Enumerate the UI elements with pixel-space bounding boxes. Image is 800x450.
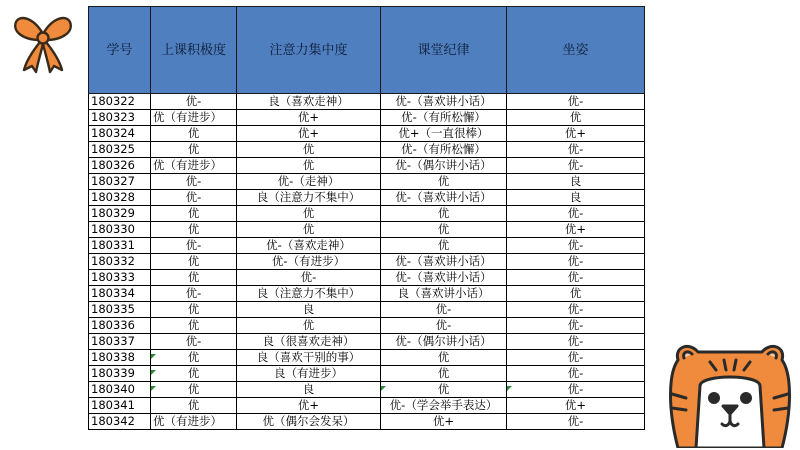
attention-cell[interactable]: 优（偶尔会发呆） <box>237 414 381 430</box>
table-row <box>89 334 645 350</box>
student-id-cell[interactable]: 180330 <box>89 222 151 238</box>
attention-cell[interactable]: 优- <box>237 270 381 286</box>
student-id-cell[interactable]: 180334 <box>89 286 151 302</box>
participation-cell[interactable]: 优（有进步） <box>151 158 237 174</box>
student-id-cell[interactable]: 180325 <box>89 142 151 158</box>
table-row <box>89 222 645 238</box>
participation-cell[interactable]: 优- <box>151 174 237 190</box>
participation-cell[interactable]: 优 <box>151 318 237 334</box>
posture-cell[interactable]: 优+ <box>507 126 645 142</box>
participation-cell[interactable]: 优- <box>151 334 237 350</box>
attention-cell[interactable]: 优-（走神） <box>237 174 381 190</box>
student-id-cell[interactable]: 180342 <box>89 414 151 430</box>
attention-cell[interactable]: 优+ <box>237 126 381 142</box>
participation-cell[interactable]: 优 <box>151 350 237 366</box>
table-row <box>89 254 645 270</box>
header-row <box>89 7 645 94</box>
table-row <box>89 158 645 174</box>
attention-cell[interactable]: 良（注意力不集中） <box>237 286 381 302</box>
discipline-cell[interactable]: 优 <box>381 350 507 366</box>
discipline-cell[interactable]: 优 <box>381 366 507 382</box>
participation-cell[interactable]: 优 <box>151 254 237 270</box>
table-row <box>89 382 645 398</box>
table-row <box>89 238 645 254</box>
discipline-cell[interactable]: 优-（喜欢讲小话） <box>381 254 507 270</box>
table-row <box>89 318 645 334</box>
student-id-cell[interactable]: 180339 <box>89 366 151 382</box>
table-row <box>89 350 645 366</box>
posture-cell[interactable]: 优- <box>507 366 645 382</box>
table-row <box>89 110 645 126</box>
discipline-cell[interactable]: 优 <box>381 382 507 398</box>
student-id-cell[interactable]: 180337 <box>89 334 151 350</box>
student-id-cell[interactable]: 180341 <box>89 398 151 414</box>
posture-cell[interactable]: 良 <box>507 190 645 206</box>
attention-cell[interactable]: 良 <box>237 382 381 398</box>
posture-cell[interactable]: 优- <box>507 254 645 270</box>
table-row <box>89 286 645 302</box>
discipline-cell[interactable]: 优 <box>381 238 507 254</box>
discipline-cell[interactable]: 优 <box>381 174 507 190</box>
discipline-cell[interactable]: 优-（有所松懈） <box>381 110 507 126</box>
participation-cell[interactable]: 优 <box>151 382 237 398</box>
table-row <box>89 126 645 142</box>
discipline-cell[interactable]: 良（喜欢讲小话） <box>381 286 507 302</box>
participation-cell[interactable]: 优- <box>151 286 237 302</box>
participation-cell[interactable]: 优- <box>151 190 237 206</box>
participation-cell[interactable]: 优 <box>151 126 237 142</box>
discipline-cell[interactable]: 优-（喜欢讲小话） <box>381 190 507 206</box>
grades-table <box>88 6 645 430</box>
attention-cell[interactable]: 优+ <box>237 110 381 126</box>
attention-cell[interactable]: 优-（喜欢走神） <box>237 238 381 254</box>
posture-cell[interactable]: 优- <box>507 94 645 110</box>
posture-cell[interactable]: 优- <box>507 350 645 366</box>
attention-cell[interactable]: 优-（有进步） <box>237 254 381 270</box>
discipline-cell[interactable]: 优-（喜欢讲小话） <box>381 270 507 286</box>
table-row <box>89 414 645 430</box>
participation-cell[interactable]: 优（有进步） <box>151 414 237 430</box>
posture-cell[interactable]: 良 <box>507 174 645 190</box>
student-id-cell[interactable]: 180335 <box>89 302 151 318</box>
table-row <box>89 366 645 382</box>
header-posture[interactable]: 坐姿 <box>507 7 645 94</box>
posture-cell[interactable]: 优- <box>507 318 645 334</box>
posture-cell[interactable]: 优 <box>507 110 645 126</box>
table-body <box>89 94 645 430</box>
table-row <box>89 206 645 222</box>
table-row <box>89 174 645 190</box>
posture-cell[interactable]: 优- <box>507 414 645 430</box>
student-id-cell[interactable]: 180327 <box>89 174 151 190</box>
discipline-cell[interactable]: 优-（学会举手表达） <box>381 398 507 414</box>
posture-cell[interactable]: 优- <box>507 302 645 318</box>
student-id-cell[interactable]: 180333 <box>89 270 151 286</box>
student-id-cell[interactable]: 180340 <box>89 382 151 398</box>
attention-cell[interactable]: 良 <box>237 302 381 318</box>
student-id-cell[interactable]: 180336 <box>89 318 151 334</box>
participation-cell[interactable]: 优- <box>151 94 237 110</box>
discipline-cell[interactable]: 优 <box>381 206 507 222</box>
discipline-cell[interactable]: 优-（喜欢讲小话） <box>381 94 507 110</box>
cell-marker-icon <box>381 386 386 391</box>
discipline-cell[interactable]: 优+（一直很棒） <box>381 126 507 142</box>
posture-cell[interactable]: 优- <box>507 158 645 174</box>
participation-cell[interactable]: 优 <box>151 366 237 382</box>
cell-marker-icon <box>151 354 156 359</box>
attention-cell[interactable]: 优 <box>237 142 381 158</box>
discipline-cell[interactable]: 优-（有所松懈） <box>381 142 507 158</box>
student-id-cell[interactable]: 180324 <box>89 126 151 142</box>
table-row <box>89 398 645 414</box>
table-row <box>89 270 645 286</box>
participation-cell[interactable]: 优 <box>151 222 237 238</box>
header-participation[interactable]: 上课积极度 <box>151 7 237 94</box>
student-id-cell[interactable]: 180323 <box>89 110 151 126</box>
discipline-cell[interactable]: 优-（偶尔讲小话） <box>381 334 507 350</box>
attention-cell[interactable]: 优 <box>237 222 381 238</box>
attention-cell[interactable]: 优 <box>237 206 381 222</box>
student-id-cell[interactable]: 180338 <box>89 350 151 366</box>
student-id-cell[interactable]: 180329 <box>89 206 151 222</box>
participation-cell[interactable]: 优（有进步） <box>151 110 237 126</box>
posture-cell[interactable]: 优+ <box>507 222 645 238</box>
discipline-cell[interactable]: 优-（偶尔讲小话） <box>381 158 507 174</box>
attention-cell[interactable]: 优 <box>237 158 381 174</box>
posture-cell[interactable]: 优- <box>507 270 645 286</box>
posture-cell[interactable]: 优 <box>507 286 645 302</box>
header-student-id[interactable]: 学号 <box>89 7 151 94</box>
discipline-cell[interactable]: 优- <box>381 302 507 318</box>
attention-cell[interactable]: 良（喜欢走神） <box>237 94 381 110</box>
posture-cell[interactable]: 优- <box>507 382 645 398</box>
participation-cell[interactable]: 优 <box>151 270 237 286</box>
student-id-cell[interactable]: 180328 <box>89 190 151 206</box>
discipline-cell[interactable]: 优 <box>381 222 507 238</box>
tiger-face-icon <box>664 340 796 448</box>
header-discipline[interactable]: 课堂纪律 <box>381 7 507 94</box>
student-id-cell[interactable]: 180331 <box>89 238 151 254</box>
attention-cell[interactable]: 优+ <box>237 398 381 414</box>
table-row <box>89 142 645 158</box>
cell-marker-icon <box>151 386 156 391</box>
header-attention[interactable]: 注意力集中度 <box>237 7 381 94</box>
attention-cell[interactable]: 良（有进步） <box>237 366 381 382</box>
posture-cell[interactable]: 优- <box>507 142 645 158</box>
cell-marker-icon <box>507 386 512 391</box>
attention-cell[interactable]: 优 <box>237 318 381 334</box>
table-row <box>89 94 645 110</box>
discipline-cell[interactable]: 优- <box>381 318 507 334</box>
attention-cell[interactable]: 良（注意力不集中） <box>237 190 381 206</box>
posture-cell[interactable]: 优- <box>507 334 645 350</box>
participation-cell[interactable]: 优 <box>151 398 237 414</box>
participation-cell[interactable]: 优 <box>151 302 237 318</box>
posture-cell[interactable]: 优+ <box>507 398 645 414</box>
posture-cell[interactable]: 优- <box>507 206 645 222</box>
bow-icon <box>10 10 76 74</box>
attention-cell[interactable]: 良（很喜欢走神） <box>237 334 381 350</box>
participation-cell[interactable]: 优 <box>151 142 237 158</box>
participation-cell[interactable]: 优- <box>151 238 237 254</box>
posture-cell[interactable]: 优- <box>507 238 645 254</box>
table-row <box>89 302 645 318</box>
attention-cell[interactable]: 良（喜欢干别的事） <box>237 350 381 366</box>
student-id-cell[interactable]: 180326 <box>89 158 151 174</box>
table-row <box>89 190 645 206</box>
cell-marker-icon <box>151 370 156 375</box>
student-id-cell[interactable]: 180322 <box>89 94 151 110</box>
participation-cell[interactable]: 优 <box>151 206 237 222</box>
student-id-cell[interactable]: 180332 <box>89 254 151 270</box>
discipline-cell[interactable]: 优+ <box>381 414 507 430</box>
